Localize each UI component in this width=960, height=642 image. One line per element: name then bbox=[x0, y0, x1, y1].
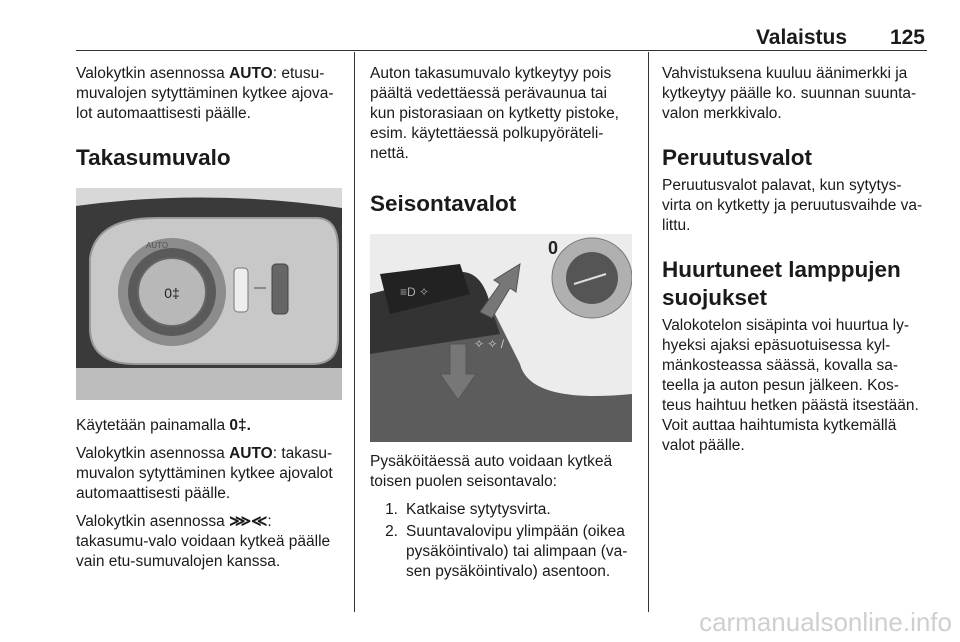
heading-peruutusvalot: Peruutusvalot bbox=[662, 145, 813, 170]
page-number: 125 bbox=[889, 26, 925, 49]
stalk-figure bbox=[370, 234, 632, 442]
step-number: 2. bbox=[385, 523, 398, 540]
section-title: Valaistus bbox=[755, 26, 847, 49]
col3-p2: Valokotelon sisäpinta voi huurtua ly-hyeksi ajaksi epäsuotuisessa kyl-mänkosteassa säässä, kovalla sa-teella ja auton pesun jälkeen. Kos-teus haihtuu hetken päästä itsestään. Voit auttaa haihtumista kytkemällä valot päälle. bbox=[662, 317, 919, 454]
col1-p1-text: Käytetään painamalla bbox=[76, 417, 226, 434]
svg-text:≡D ✧: ≡D ✧ bbox=[400, 285, 430, 299]
col2-intro: Auton takasumuvalo kytkeytyy pois päältä vedettäessä perävaunua tai kun pistorasiaan on kytketty pistoke, esim. käytettäessä polkupyöräteli-nettä. bbox=[370, 65, 619, 162]
col1-intro bbox=[76, 64, 342, 124]
col1-p2-bold: AUTO bbox=[229, 445, 273, 462]
heading-seisontavalot: Seisontavalot bbox=[370, 191, 517, 216]
svg-text:✧ ✧ /: ✧ ✧ / bbox=[474, 337, 505, 351]
heading-huurtuneet: Huurtuneet lamppujen suojukset bbox=[662, 257, 901, 310]
col1-intro-pre: Valokytkin asennossa bbox=[76, 65, 230, 82]
col1-p3 bbox=[76, 512, 342, 572]
column-2 bbox=[370, 64, 632, 584]
page-header bbox=[76, 0, 927, 52]
light-switch-image bbox=[76, 188, 342, 400]
col1-intro-post: : etusu-muvalojen sytyttäminen kytkee ajova-lot automaattisesti päälle. bbox=[76, 65, 334, 122]
column-divider-1 bbox=[354, 52, 355, 612]
watermark: carmanualsonline.info bbox=[699, 607, 952, 637]
auto-label: AUTO bbox=[146, 241, 169, 250]
col1-p2-post: : takasu-muvalon sytyttäminen kytkee ajovalot automaattisesti päälle. bbox=[76, 445, 333, 502]
column-1 bbox=[76, 64, 342, 580]
column-3 bbox=[662, 64, 928, 464]
col1-p1 bbox=[76, 416, 342, 436]
svg-text:0‡: 0‡ bbox=[164, 285, 180, 301]
stalk-image bbox=[370, 234, 632, 442]
col1-p3-pre: Valokytkin asennossa bbox=[76, 513, 230, 530]
col1-p2-pre: Valokytkin asennossa bbox=[76, 445, 230, 462]
col3-p1: Peruutusvalot palavat, kun sytytys-virta on kytketty ja peruutusvaihde va-littu. bbox=[662, 177, 923, 234]
light-switch-figure bbox=[76, 188, 342, 400]
col2-p1: Pysäköitäessä auto voidaan kytkeä toisen puolen seisontavalo: bbox=[370, 453, 613, 490]
step-item bbox=[370, 522, 632, 582]
col1-intro-bold: AUTO bbox=[229, 65, 273, 82]
step-item bbox=[370, 500, 632, 520]
position-zero-label: 0 bbox=[548, 238, 559, 258]
header-rule bbox=[76, 50, 927, 51]
step-text: Katkaise sytytysvirta. bbox=[406, 501, 551, 518]
column-divider-2 bbox=[648, 52, 649, 612]
col1-p2 bbox=[76, 444, 342, 504]
steps-list bbox=[370, 500, 632, 582]
heading-takasumuvalo: Takasumuvalo bbox=[76, 145, 231, 170]
step-text: Suuntavalovipu ylimpään (oikea pysäköintivalo) tai alimpaan (va-sen pysäköintivalo) asentoon. bbox=[406, 523, 628, 580]
col3-intro: Vahvistuksena kuuluu äänimerkki ja kytkeytyy päälle ko. suunnan suunta-valon merkkivalo. bbox=[662, 65, 917, 122]
front-fog-icon: ⋙≪ bbox=[229, 513, 268, 530]
col1-p3-post: : takasumu-valo voidaan kytkeä päälle vain etu-sumuvalojen kanssa. bbox=[76, 513, 331, 570]
fog-light-icon: 0‡. bbox=[229, 417, 251, 434]
step-number: 1. bbox=[385, 501, 398, 518]
